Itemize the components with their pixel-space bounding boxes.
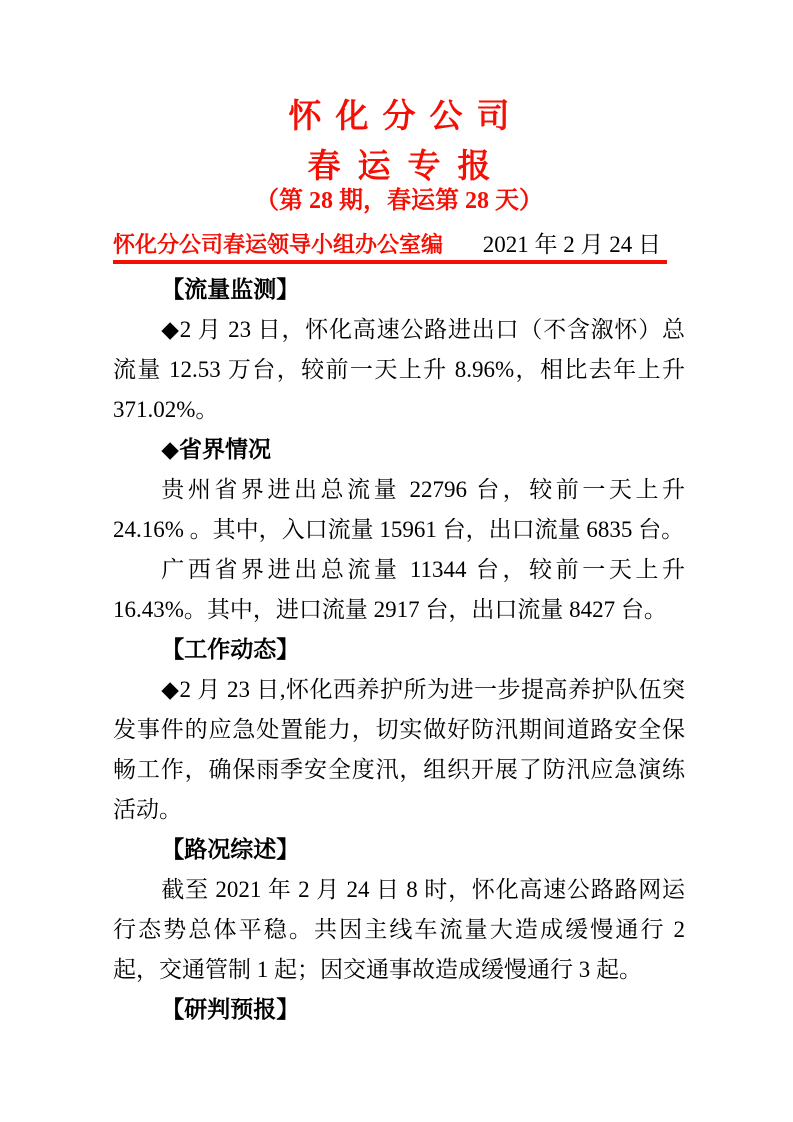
paragraph-road-conditions: 截至 2021 年 2 月 24 日 8 时，怀化高速公路路网运行态势总体平稳。共因主线车流量大造成缓慢通行 2 起，交通管制 1 起；因交通事故造成缓慢通行 3 起。 (113, 877, 685, 982)
red-divider-line (113, 260, 667, 264)
report-masthead (113, 96, 685, 216)
section-heading-work-updates: 【工作动态】 (161, 637, 300, 662)
paragraph-guizhou-border: 贵州省界进出总流量 22796 台，较前一天上升 24.16% 。其中，入口流量 15961 台，出口流量 6835 台。 (113, 477, 685, 542)
company-title: 怀化分公司 (288, 97, 524, 134)
report-body (113, 270, 685, 1030)
paragraph-guangxi-border: 广西省界进出总流量 11344 台，较前一天上升 16.43%。其中，进口流量 2917 台，出口流量 8427 台。 (113, 557, 685, 622)
issue-info: （第 28 期，春运第 28 天） (255, 188, 543, 214)
report-title: 春运专报 (307, 147, 508, 184)
section-heading-road-summary: 【路况综述】 (161, 837, 300, 862)
editor-date-row (113, 230, 685, 260)
section-heading-traffic-monitor: 【流量监测】 (161, 277, 300, 302)
paragraph-total-flow: ◆2 月 23 日，怀化高速公路进出口（不含溆怀）总流量 12.53 万台，较前一天上升 8.96%，相比去年上升 371.02%。 (113, 317, 685, 422)
paragraph-maintenance-drill: ◆2 月 23 日,怀化西养护所为进一步提高养护队伍突发事件的应急处置能力，切实做好防汛期间道路安全保畅工作，确保雨季安全度汛，组织开展了防汛应急演练活动。 (113, 677, 685, 822)
subheading-province-border: ◆省界情况 (161, 437, 271, 462)
editor-label: 怀化分公司春运领导小组办公室编 (113, 232, 444, 257)
section-heading-forecast: 【研判预报】 (161, 997, 300, 1022)
report-date: 2021 年 2 月 24 日 (482, 232, 661, 257)
